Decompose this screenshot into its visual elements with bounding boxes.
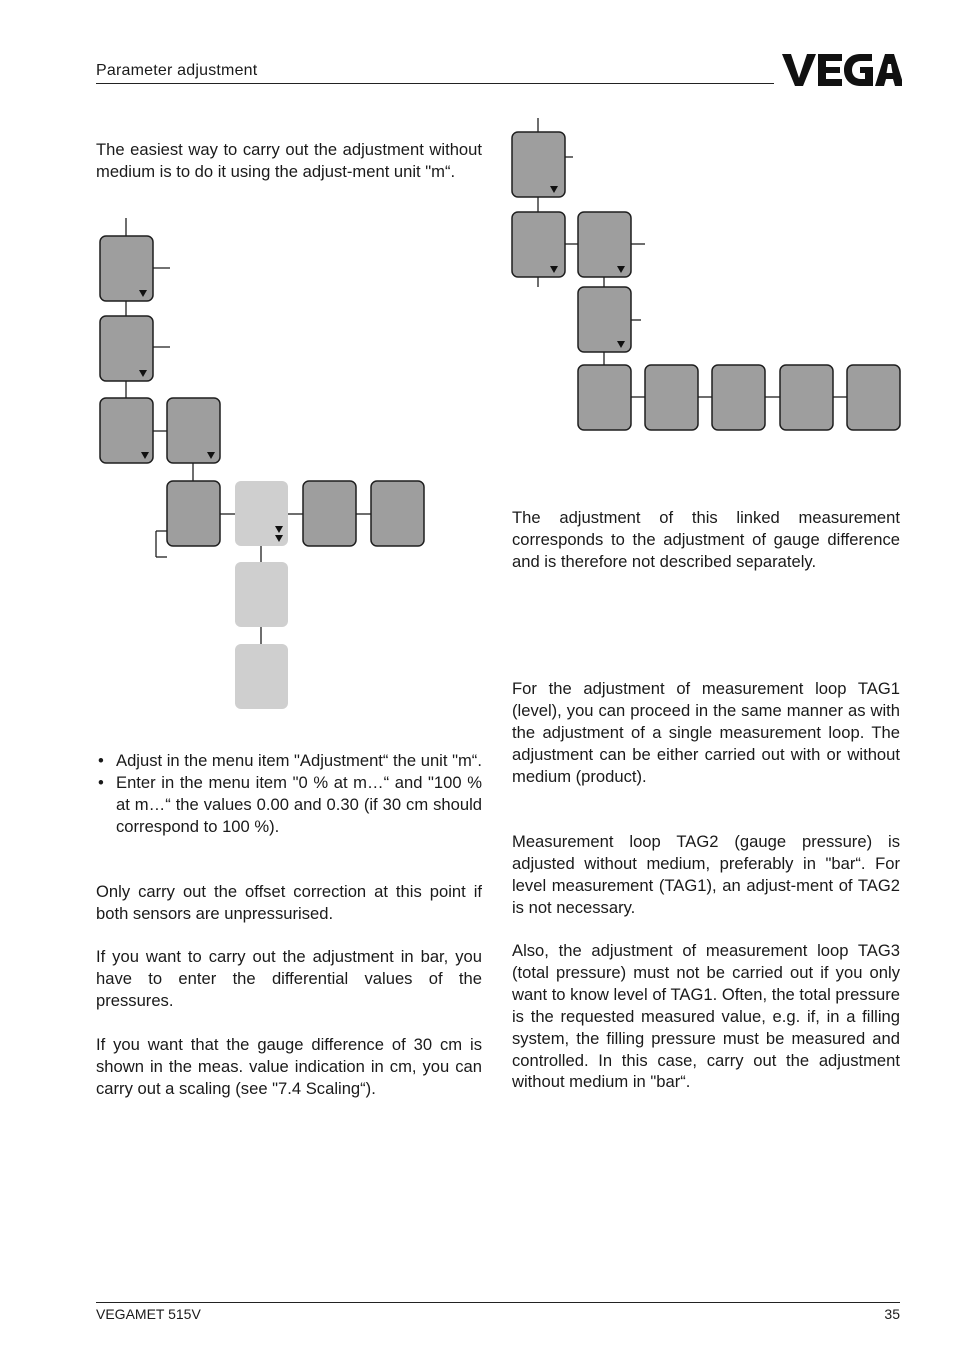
menu-box xyxy=(847,365,900,430)
right-menu-diagram xyxy=(512,118,900,430)
left-menu-diagram xyxy=(100,218,424,709)
list-item: • Adjust in the menu item "Adjustment“ the unit "m“. xyxy=(96,750,482,772)
section-title: Parameter adjustment xyxy=(96,62,258,79)
menu-box xyxy=(303,481,356,546)
paragraph-offset: Only carry out the offset correction at this point if both sensors are unpressurised. xyxy=(96,882,482,923)
menu-box-selected xyxy=(235,562,288,627)
instruction-list xyxy=(96,750,482,838)
menu-box-selected xyxy=(235,644,288,709)
intro-paragraph: The easiest way to carry out the adjustment without medium is to do it using the adjust-ment unit "m“. xyxy=(96,140,482,181)
menu-box xyxy=(712,365,765,430)
paragraph-bar: If you want to carry out the adjustment in bar, you have to enter the differential values of the pressures. xyxy=(96,947,482,1010)
paragraph-tag1: For the adjustment of measurement loop TAG1 (level), you can proceed in the same manner as with the adjustment of a single measurement loop. The adjustment can be either carried out with or without medium (product). xyxy=(512,679,900,786)
product-name: VEGAMET 515V xyxy=(96,1306,201,1322)
page-number: 35 xyxy=(884,1306,900,1322)
list-item: • Enter in the menu item "0 % at m…“ and "100 % at m…“ the values 0.00 and 0.30 (if 30 cm should correspond to 100 %). xyxy=(96,772,482,838)
paragraph-tag2: Measurement loop TAG2 (gauge pressure) is adjusted without medium, preferably in "bar“. For level measurement (TAG1), an adjust-ment of TAG2 is not necessary. xyxy=(512,832,900,917)
paragraph-scaling: If you want that the gauge difference of 30 cm is shown in the meas. value indication in cm, you can carry out a scaling (see "7.4 Scaling“). xyxy=(96,1035,482,1098)
footer-rule xyxy=(96,1302,900,1303)
menu-box xyxy=(645,365,698,430)
menu-box xyxy=(578,365,631,430)
menu-box xyxy=(167,481,220,546)
linked-note: The adjustment of this linked measurement corresponds to the adjustment of gauge difference and is therefore not described separately. xyxy=(512,508,900,571)
menu-box xyxy=(371,481,424,546)
paragraph-tag3: Also, the adjustment of measurement loop TAG3 (total pressure) must not be carried out if you only want to know level of TAG1. Often, the total pressure is the requested measured value, e.g. if, in a filling system, the filling pressure must be measured and controlled. In this case, carry out the adjustment without medium in "bar“. xyxy=(512,941,900,1092)
menu-box xyxy=(780,365,833,430)
